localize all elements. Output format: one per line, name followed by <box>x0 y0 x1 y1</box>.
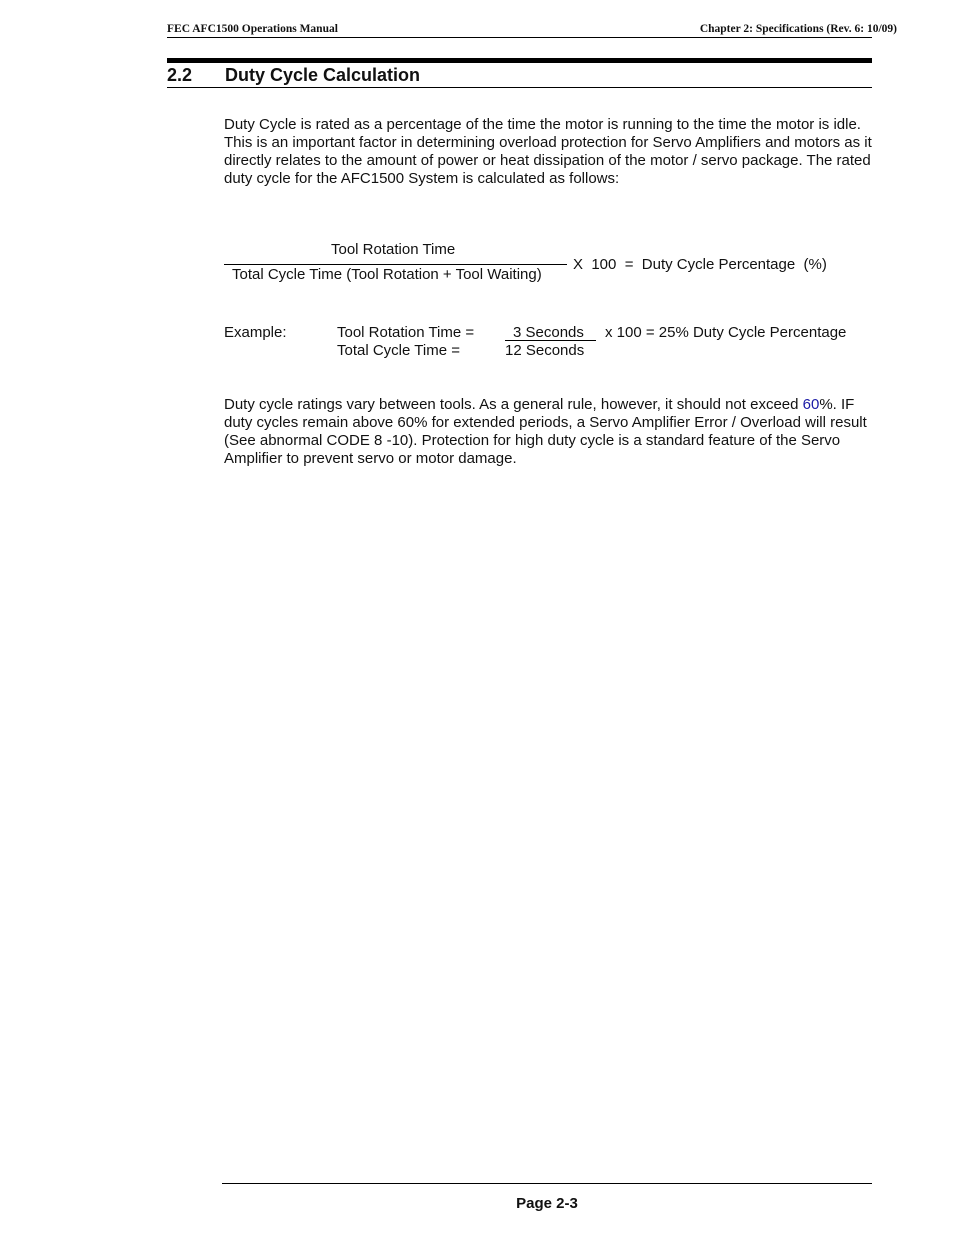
example-fraction-bar <box>505 340 596 341</box>
section-bottom-rule <box>167 87 872 88</box>
intro-paragraph: Duty Cycle is rated as a percentage of the time the motor is running to the time the motor is idle. This is an important factor in determining overload protection for Servo Amplifiers and motors as it directly relates to the amount of power or heat dissipation of the motor / servo package. The rated duty cycle for the AFC1500 System is calculated as follows: <box>224 116 872 187</box>
formula-numerator: Tool Rotation Time <box>331 241 456 258</box>
example-total-cycle-label: Total Cycle Time = <box>337 342 460 359</box>
section-top-rule <box>167 58 872 63</box>
formula-denominator: Total Cycle Time (Tool Rotation + Tool Waiting) <box>232 266 542 283</box>
header-manual-title: FEC AFC1500 Operations Manual <box>167 23 338 35</box>
formula-result: X 100 = Duty Cycle Percentage (%) <box>573 256 827 273</box>
closing-text-end: %. IF duty cycles remain above 60% for extended periods, a Servo Amplifier Error / Overload will result (See abnormal CODE 8 -10). Protection for high duty cycle is a standard feature of the Servo Amplifier to prevent servo or motor damage. <box>224 396 867 467</box>
example-numerator: 3 Seconds <box>513 324 584 341</box>
example-denominator: 12 Seconds <box>505 342 585 359</box>
header-divider <box>167 37 872 38</box>
header-chapter-info: Chapter 2: Specifications (Rev. 6: 10/09) <box>699 23 897 35</box>
section-number: 2.2 <box>167 65 193 85</box>
formula-fraction-bar <box>224 264 567 265</box>
example-tool-rotation-label: Tool Rotation Time = <box>337 324 475 341</box>
example-label: Example: <box>224 324 287 341</box>
closing-text-start: Duty cycle ratings vary between tools. As a general rule, however, it should not exceed <box>224 396 803 413</box>
page-number: Page 2-3 <box>516 1195 578 1212</box>
section-title: Duty Cycle Calculation <box>225 65 421 85</box>
closing-paragraph <box>224 396 874 468</box>
duty-limit-highlight: 60 <box>802 396 820 413</box>
example-result: x 100 = 25% Duty Cycle Percentage <box>605 324 847 341</box>
footer-divider <box>222 1183 872 1184</box>
